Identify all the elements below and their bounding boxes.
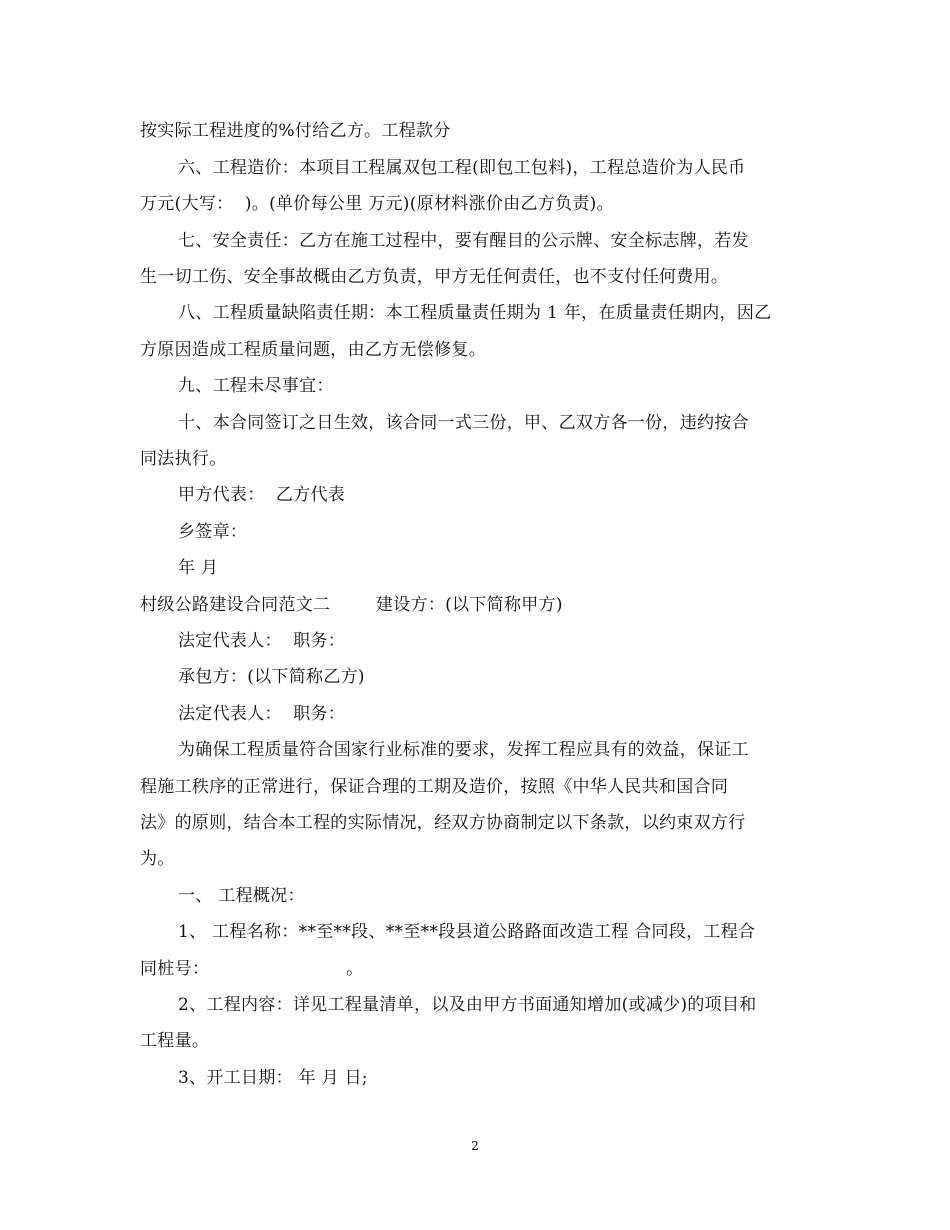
text-line: 甲方代表： 乙方代表 [178,485,346,505]
text-line: 方原因造成工程质量问题，由乙方无偿修复。 [140,340,486,360]
text-line: 2、工程内容：详见工程量清单，以及由甲方书面通知增加(或减少)的项目和 [178,995,757,1015]
text-line: 法定代表人： 职务： [178,631,346,651]
text-line: 3、开工日期： 年 月 日; [178,1068,368,1088]
text-line: 同法执行。 [140,449,227,469]
text-line: 生一切工伤、安全事故概由乙方负责，甲方无任何责任，也不支付任何费用。 [140,267,729,287]
text-line: 年 月 [178,558,219,578]
text-line: 为。 [140,849,175,869]
text-line: 乡签章： [178,522,248,542]
text-line: 万元(大写： )。(单价每公里 万元)(原材料涨价由乙方负责)。 [140,194,614,214]
text-line: 法》的原则，结合本工程的实际情况，经双方协商制定以下条款，以约束双方行 [140,813,746,833]
text-line: 程施工秩序的正常进行，保证合理的工期及造价，按照《中华人民共和国合同 [140,777,729,797]
text-line: 1、 工程名称：**至**段、**至**段县道公路路面改造工程 合同段，工程合 [178,922,756,942]
text-line: 承包方：(以下简称乙方) [178,667,365,687]
text-line: 六、工程造价：本项目工程属双包工程(即包工包料)，工程总造价为人民币 [178,158,746,178]
text-line: 九、工程未尽事宜： [178,376,334,396]
text-line: 按实际工程进度的%付给乙方。工程款分 [140,121,451,141]
page-number: 2 [471,1139,479,1153]
text-line: 十、本合同签订之日生效，该合同一式三份，甲、乙双方各一份，违约按合 [178,413,749,433]
text-line: 为确保工程质量符合国家行业标准的要求，发挥工程应具有的效益，保证工 [178,740,749,760]
text-line: 七、安全责任：乙方在施工过程中，要有醒目的公示牌、安全标志牌，若发 [178,231,749,251]
text-line: 法定代表人： 职务： [178,704,346,724]
section-heading: 村级公路建设合同范文二 建设方：(以下简称甲方) [140,595,563,615]
text-line: 同桩号： 。 [140,959,364,979]
text-line: 工程量。 [140,1031,210,1051]
text-line: 一、 工程概况： [178,886,305,906]
text-line: 八、工程质量缺陷责任期：本工程质量责任期为 1 年，在质量责任期内，因乙 [178,303,772,323]
